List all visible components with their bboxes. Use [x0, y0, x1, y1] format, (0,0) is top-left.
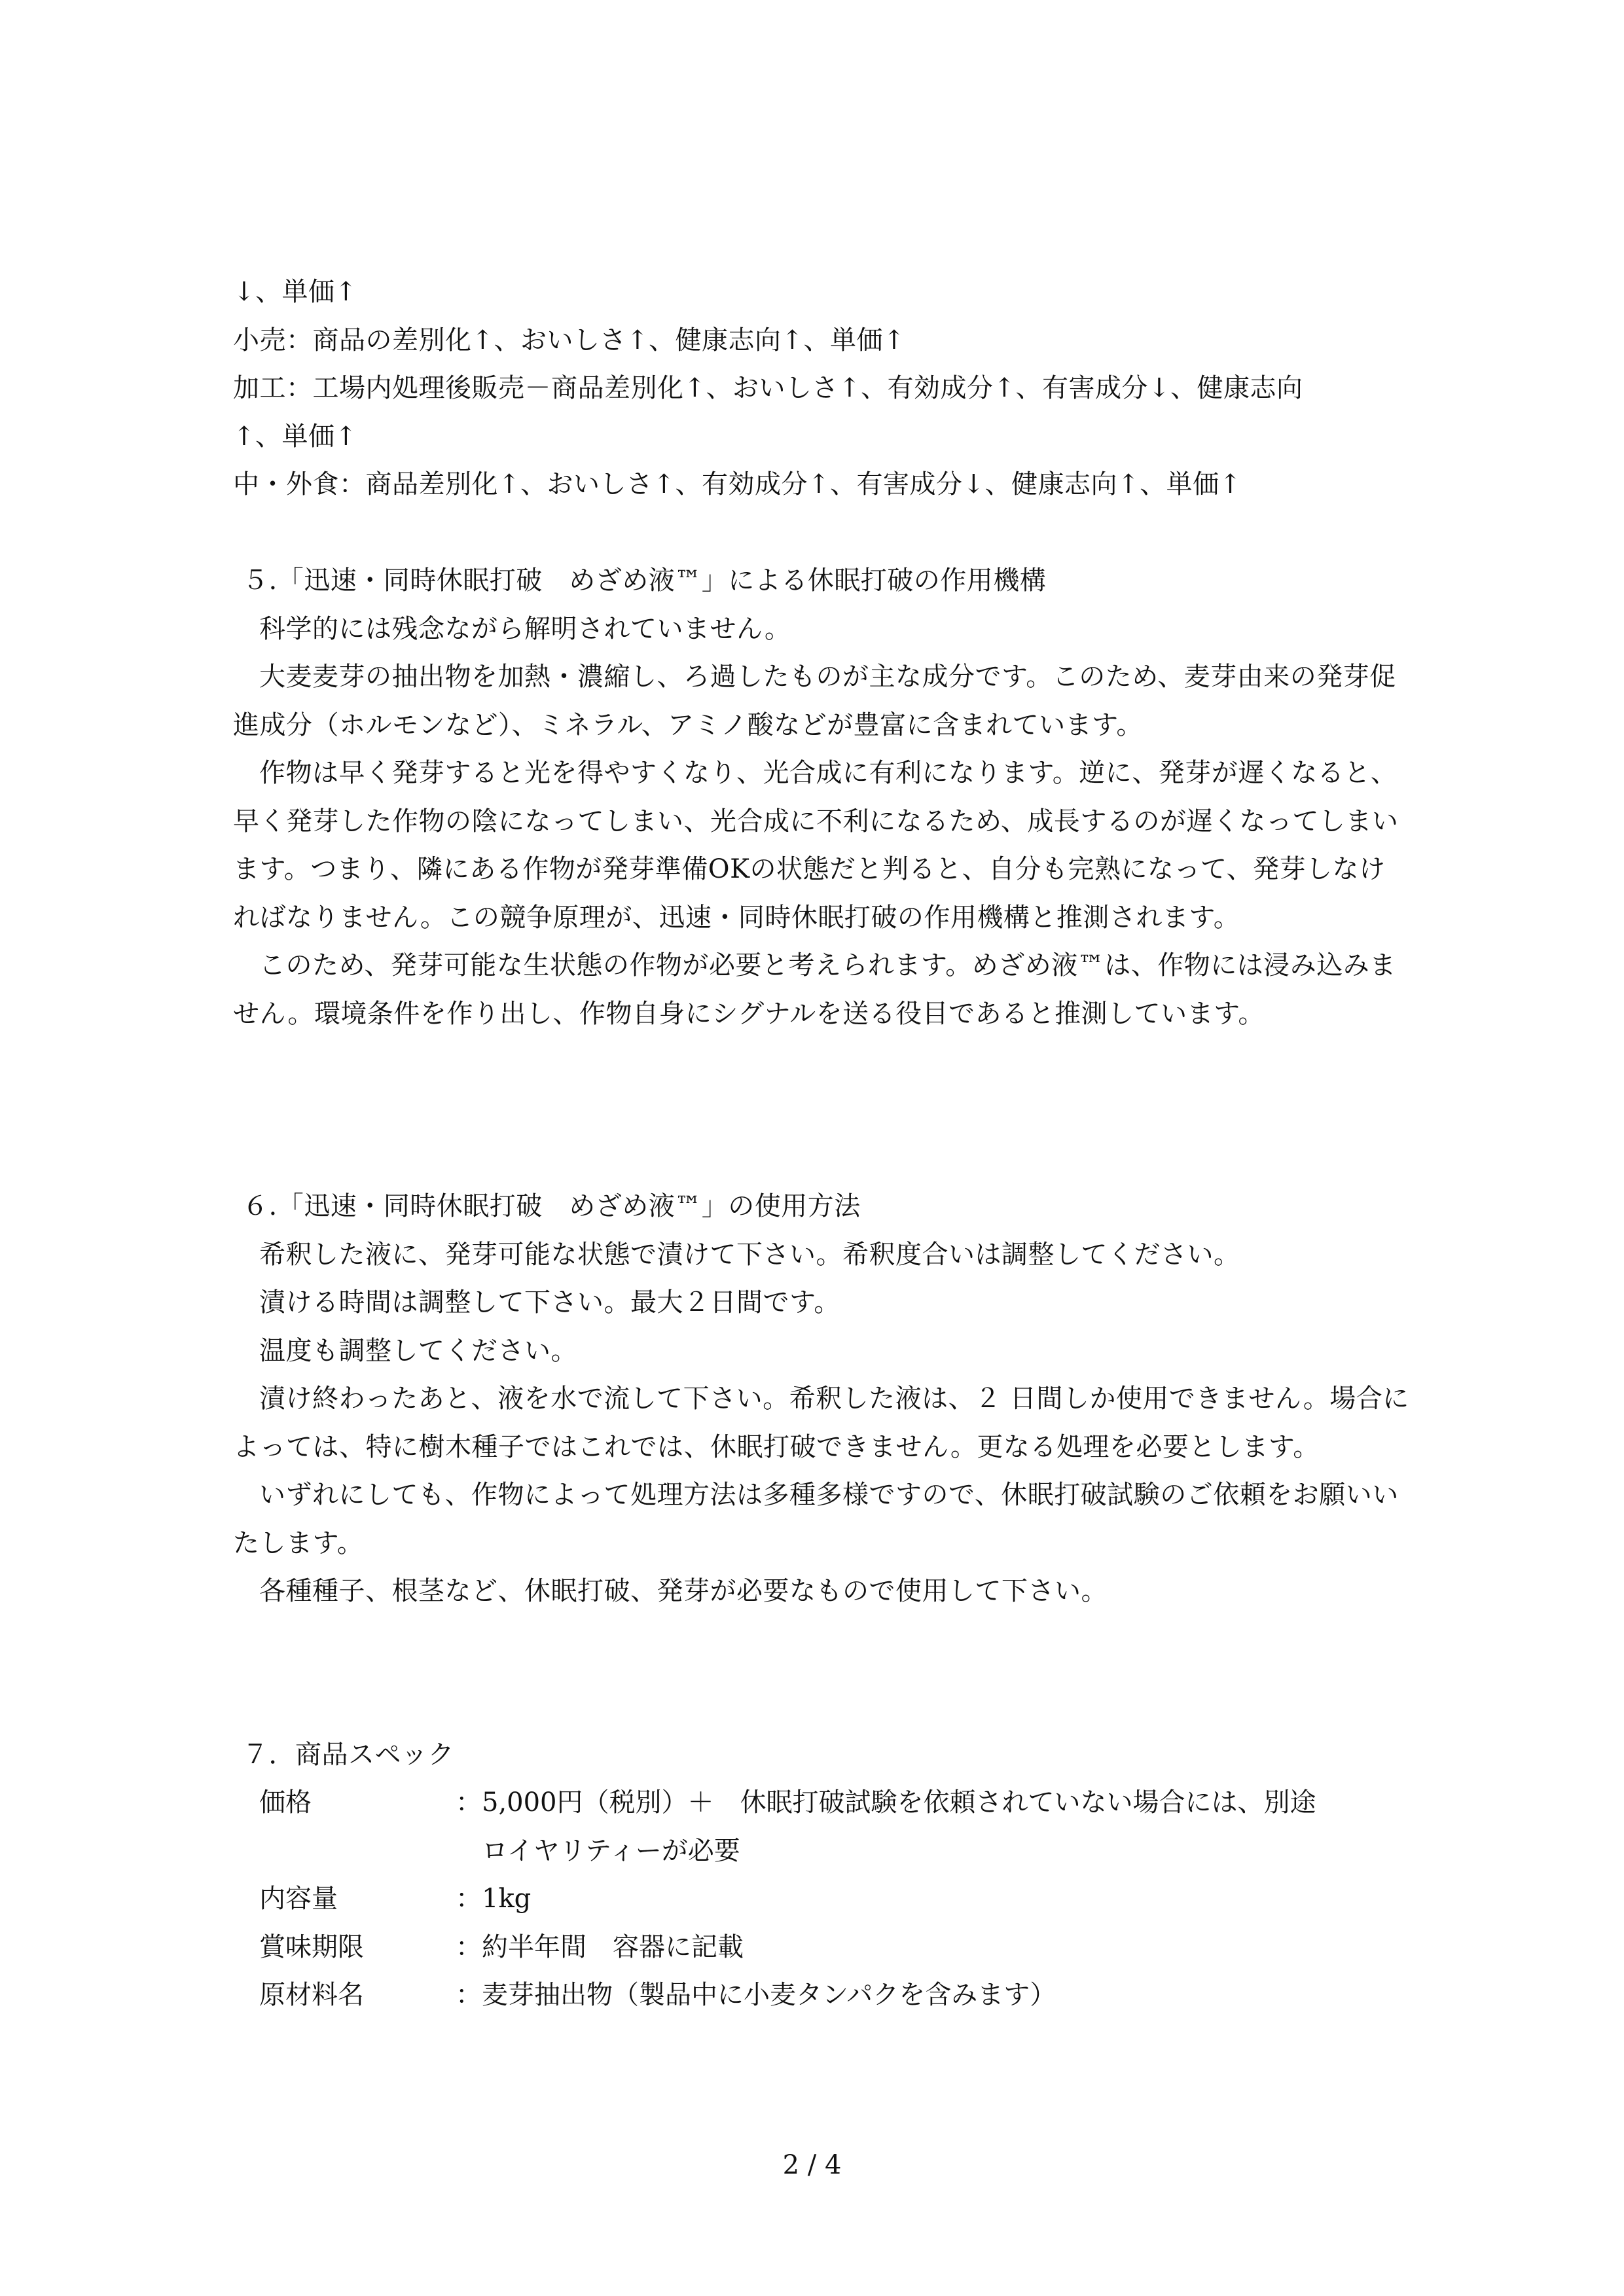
section-7 [233, 1731, 1411, 1780]
paragraph: 科学的には残念ながら解明されていません。 [259, 613, 791, 644]
page-number: 2 / 4 [782, 2150, 842, 2180]
spec-row-price [259, 1779, 1411, 1875]
spec-value [456, 1779, 1411, 1875]
list-line: ↑、単価↑ [233, 421, 357, 452]
section-6 [233, 1183, 1411, 1616]
list-line: 中・外食：商品差別化↑、おいしさ↑、有効成分↑、有害成分↓、健康志向↑、単価↑ [233, 469, 1242, 499]
channel-list [233, 268, 1411, 509]
paragraph: 希釈した液に、発芽可能な状態で漬けて下さい。希釈度合いは調整してください。 [259, 1239, 1240, 1270]
spec-label: 原材料名 [259, 1980, 364, 2010]
section-heading: ６.「迅速・同時休眠打破 めざめ液™」の使用方法 [242, 1191, 861, 1221]
spec-value: ：麦芽抽出物（製品中に小麦タンパクを含みます） [456, 1980, 1056, 2010]
spec-label: 価格 [259, 1787, 312, 1818]
paragraph: このため、発芽可能な生状態の作物が必要と考えられます。めざめ液™は、作物には浸み込みません。環境条件を作り出し、作物自身にシグナルを送る役目であると推測しています。 [233, 950, 1396, 1029]
paragraph: 各種種子、根茎など、休眠打破、発芽が必要なもので使用して下さい。 [259, 1576, 1108, 1606]
list-line: ↓、単価↑ [233, 277, 357, 307]
section-heading: ７．商品スペック [242, 1740, 454, 1770]
paragraph: 漬ける時間は調整して下さい。最大２日間です。 [259, 1287, 840, 1318]
paragraph: 温度も調整してください。 [259, 1335, 577, 1366]
list-line: 小売：商品の差別化↑、おいしさ↑、健康志向↑、単価↑ [233, 325, 906, 355]
section-5 [233, 557, 1411, 1038]
paragraph: 作物は早く発芽すると光を得やすくなり、光合成に有利になります。逆に、発芽が遅くなると、早く発芽した作物の陰になってしまい、光合成に不利になるため、成長するのが遅くなってしまいます。つまり、隣にある作物が発芽準備OKの状態だと判ると、自分も完熟になって、発芽しなければなりません。この競争原理が、迅速・同時休眠打破の作用機構と推測されます。 [233, 758, 1399, 933]
spec-row-volume [259, 1875, 1411, 1924]
list-line: 加工：工場内処理後販売－商品差別化↑、おいしさ↑、有効成分↑、有害成分↓、健康志向 [233, 373, 1303, 403]
section-heading: ５.「迅速・同時休眠打破 めざめ液™」による休眠打破の作用機構 [242, 565, 1047, 596]
spec-value: ：約半年間 容器に記載 [456, 1931, 744, 1962]
spec-label: 内容量 [259, 1884, 338, 1914]
spec-label: 賞味期限 [259, 1931, 364, 1962]
spec-value: ：1kg [456, 1884, 532, 1914]
paragraph: 漬け終わったあと、液を水で流して下さい。希釈した液は、２ 日間しか使用できません。場合によっては、特に樹木種子ではこれでは、休眠打破できません。更なる処理を必要とします。 [233, 1384, 1409, 1462]
spec-row-ingredients [259, 1971, 1411, 2020]
spec-row-expiry [259, 1924, 1411, 1972]
paragraph: いずれにしても、作物によって処理方法は多種多様ですので、休眠打破試験のご依頼をお願いいたします。 [233, 1480, 1399, 1558]
paragraph: 大麦麦芽の抽出物を加熱・濃縮し、ろ過したものが主な成分です。このため、麦芽由来の発芽促進成分（ホルモンなど）、ミネラル、アミノ酸などが豊富に含まれています。 [233, 662, 1396, 740]
spec-table [259, 1779, 1411, 2020]
spec-value-continuation: ロイヤリティーが必要 [482, 1835, 740, 1866]
spec-value-text: ：5,000円（税別）＋ 休眠打破試験を依頼されていない場合には、別途 [456, 1787, 1316, 1818]
